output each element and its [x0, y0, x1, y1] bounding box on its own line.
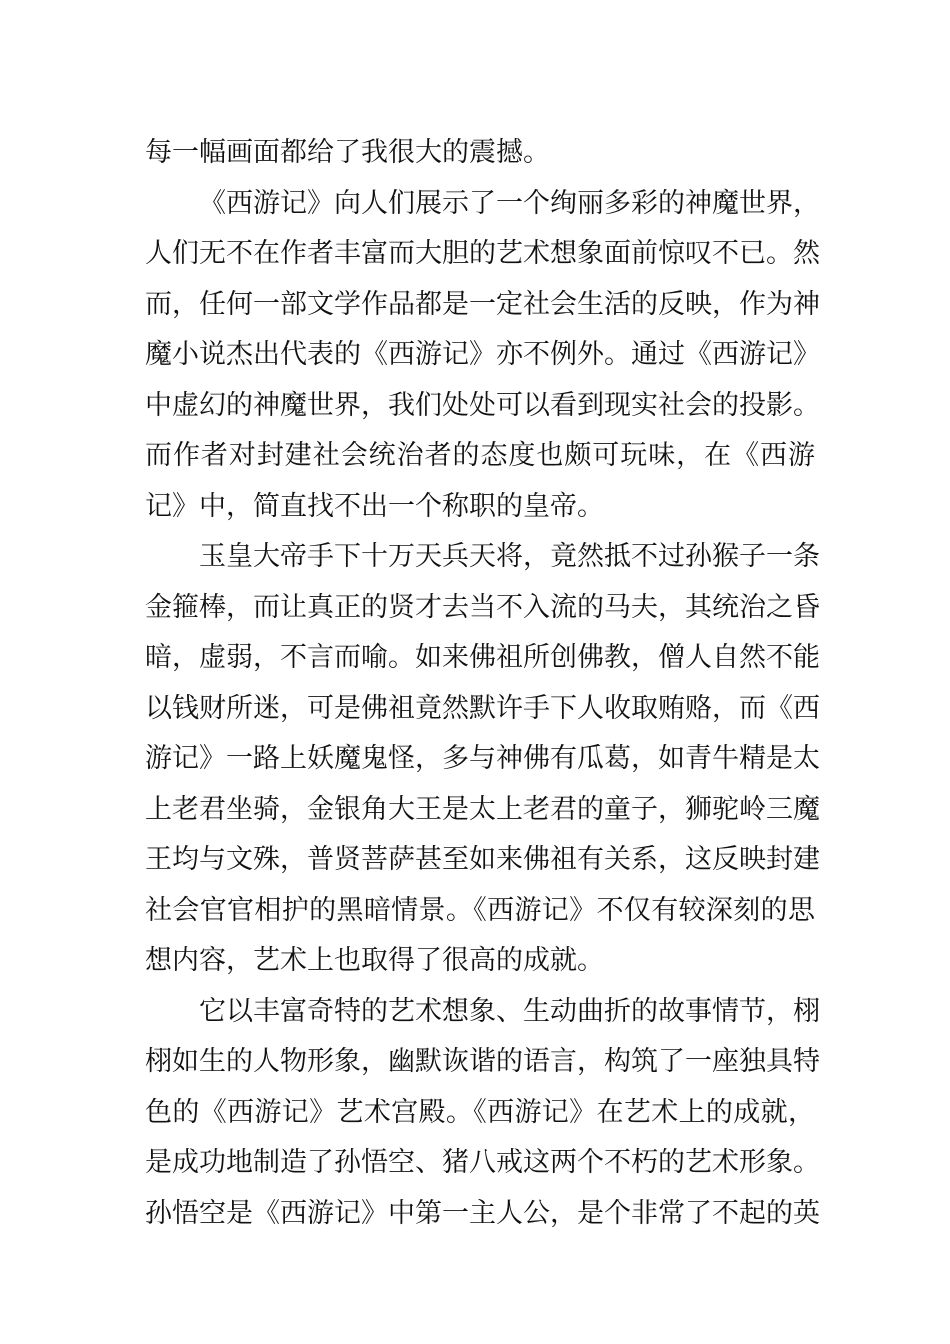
text-line-5: 魔小说杰出代表的《西游记》亦不例外。通过《西游记》: [145, 339, 820, 370]
text-line-3: 人们无不在作者丰富而大胆的艺术想象面前惊叹不已。然: [145, 238, 820, 269]
text-line-4: 而，任何一部文学作品都是一定社会生活的反映，作为神: [145, 288, 820, 320]
text-line-7: 而作者对封建社会统治者的态度也颇可玩味，在《西游: [145, 440, 815, 471]
text-line-22: 孙悟空是《西游记》中第一主人公，是个非常了不起的英: [145, 1197, 820, 1229]
text-line-11: 暗，虚弱，不言而喻。如来佛祖所创佛教，僧人自然不能: [145, 642, 820, 673]
text-line-13: 游记》一路上妖魔鬼怪，多与神佛有瓜葛，如青牛精是太: [145, 743, 820, 774]
text-line-15: 王均与文殊，普贤菩萨甚至如来佛祖有关系，这反映封建: [145, 844, 820, 875]
text-line-6: 中虚幻的神魔世界，我们处处可以看到现实社会的投影。: [145, 389, 820, 421]
text-line-9: 玉皇大帝手下十万天兵天将，竟然抵不过孙猴子一条: [199, 541, 820, 572]
text-line-20: 色的《西游记》艺术宫殿。《西游记》在艺术上的成就，: [145, 1096, 815, 1128]
text-line-1: 每一幅画面都给了我很大的震撼。: [145, 137, 550, 168]
text-line-16: 社会官官相护的黑暗情景。《西游记》不仅有较深刻的思: [145, 894, 815, 926]
text-line-21: 是成功地制造了孙悟空、猪八戒这两个不朽的艺术形象。: [145, 1147, 820, 1178]
text-line-19: 栩如生的人物形象，幽默诙谐的语言，构筑了一座独具特: [145, 1046, 820, 1077]
text-line-18: 它以丰富奇特的艺术想象、生动曲折的故事情节，栩: [199, 995, 820, 1027]
text-line-17: 想内容，艺术上也取得了很高的成就。: [145, 945, 604, 976]
document-body: [145, 128, 820, 1239]
text-line-12: 以钱财所迷，可是佛祖竟然默许手下人收取贿赂，而《西: [145, 692, 820, 724]
text-line-14: 上老君坐骑，金银角大王是太上老君的童子，狮驼岭三魔: [145, 793, 820, 825]
text-line-2: 《西游记》向人们展示了一个绚丽多彩的神魔世界，: [199, 187, 820, 219]
text-line-8: 记》中，简直找不出一个称职的皇帝。: [145, 490, 604, 522]
text-line-10: 金箍棒，而让真正的贤才去当不入流的马夫，其统治之昏: [145, 591, 820, 623]
